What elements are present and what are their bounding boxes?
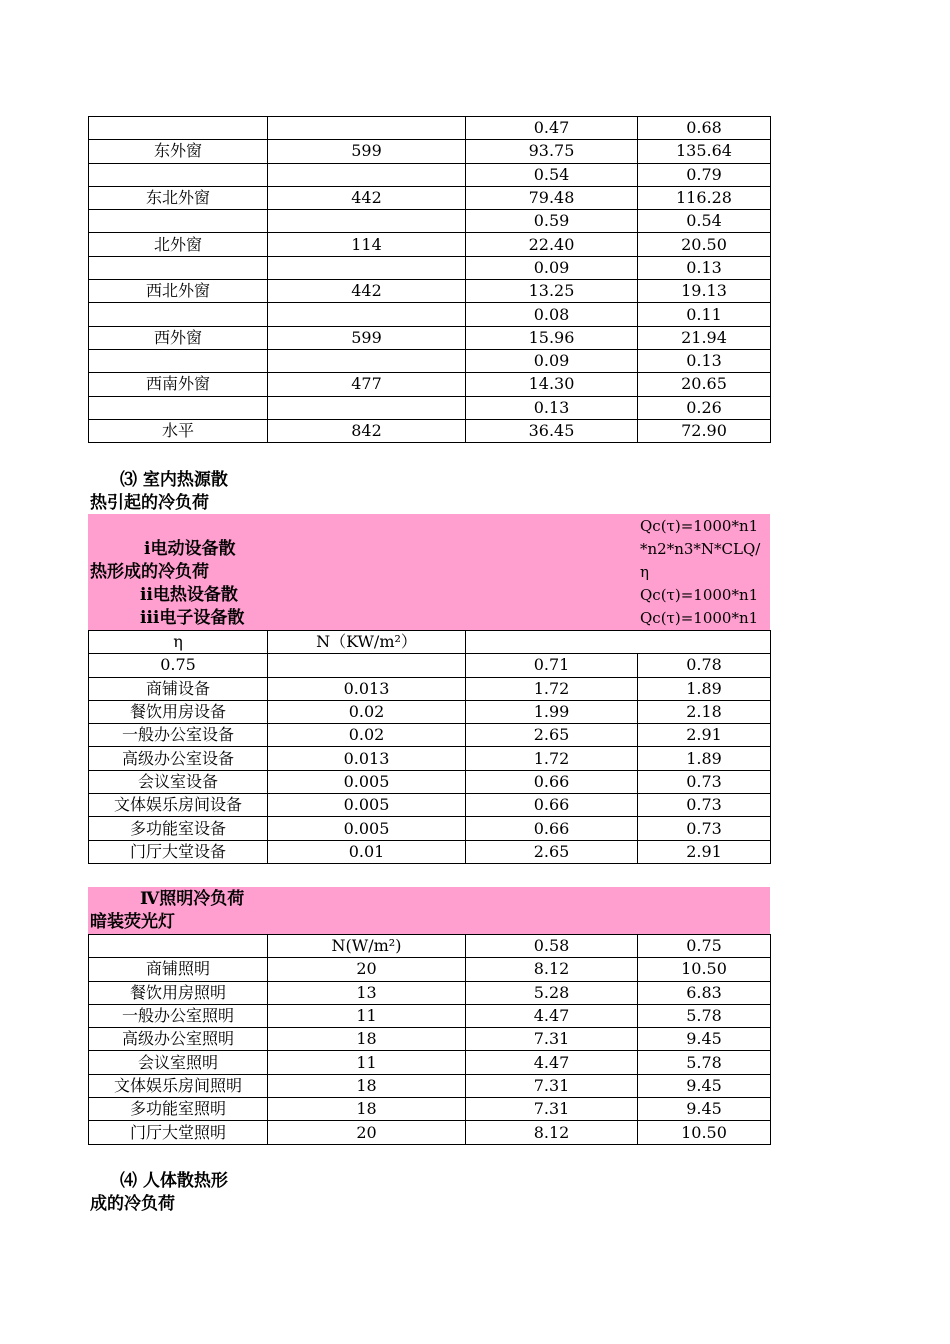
table-cell: 餐饮用房设备: [89, 700, 268, 723]
formula-i-line3: η: [640, 563, 649, 581]
table-cell: 0.005: [268, 770, 466, 793]
table-cell: 0.66: [466, 794, 638, 817]
table-cell: 一般办公室设备: [89, 724, 268, 747]
table-row: [89, 747, 771, 770]
table-cell: 商铺照明: [89, 958, 268, 981]
table-cell: 0.73: [638, 817, 771, 840]
table-cell: 0.13: [638, 256, 771, 279]
table-row: [89, 233, 771, 256]
table-cell: 0.005: [268, 794, 466, 817]
table-cell: 0.01: [268, 840, 466, 863]
table-cell: 高级办公室设备: [89, 747, 268, 770]
table-cell: 2.65: [466, 840, 638, 863]
table-cell: 0.26: [638, 396, 771, 419]
table-row: [89, 280, 771, 303]
section4-heading: [90, 1170, 228, 1216]
table-cell: 114: [268, 233, 466, 256]
table-cell: [268, 396, 466, 419]
table-row: [89, 256, 771, 279]
table-cell: 18: [268, 1028, 466, 1051]
table-cell: 8.12: [466, 958, 638, 981]
table-cell: [89, 303, 268, 326]
table-cell: 东北外窗: [89, 186, 268, 209]
table-cell: 15.96: [466, 326, 638, 349]
equipment-header-band: [88, 514, 770, 630]
table-cell: [89, 349, 268, 372]
table-cell: 门厅大堂照明: [89, 1121, 268, 1144]
table-cell: 13.25: [466, 280, 638, 303]
table-cell: η: [89, 631, 268, 654]
table-cell: 5.28: [466, 981, 638, 1004]
equip-ii-label: ⅱ电热设备散: [140, 585, 238, 605]
table-row: [89, 981, 771, 1004]
table-cell: N（KW/m²）: [268, 631, 466, 654]
table-cell: 477: [268, 373, 466, 396]
table-cell: 9.45: [638, 1074, 771, 1097]
table-cell: 0.58: [466, 935, 638, 958]
table-cell: 93.75: [466, 140, 638, 163]
section4-line2: 成的冷负荷: [90, 1194, 175, 1214]
table-row: [89, 373, 771, 396]
table-cell: 2.91: [638, 724, 771, 747]
table-cell: 2.91: [638, 840, 771, 863]
table-row: [89, 700, 771, 723]
table-row: [89, 817, 771, 840]
table-cell: 0.08: [466, 303, 638, 326]
table-row: [89, 210, 771, 233]
table-cell: [268, 210, 466, 233]
table-cell: 9.45: [638, 1098, 771, 1121]
table-cell: 7.31: [466, 1098, 638, 1121]
table-cell: 0.13: [466, 396, 638, 419]
table-cell: 36.45: [466, 419, 638, 442]
table-cell: 0.54: [466, 163, 638, 186]
table-cell: 西外窗: [89, 326, 268, 349]
table-cell: 0.59: [466, 210, 638, 233]
table-row: [89, 186, 771, 209]
table-row: [89, 1098, 771, 1121]
table-cell: [268, 349, 466, 372]
table-cell: 10.50: [638, 958, 771, 981]
table-row: [89, 140, 771, 163]
section3-line2: 热引起的冷负荷: [90, 493, 209, 513]
table-cell: 0.47: [466, 117, 638, 140]
table-row: [89, 1004, 771, 1027]
table-cell: 0.78: [638, 654, 771, 677]
table-cell: 0.66: [466, 770, 638, 793]
table-cell: 2.65: [466, 724, 638, 747]
table-row: [89, 770, 771, 793]
table-cell: 442: [268, 186, 466, 209]
table-cell: 14.30: [466, 373, 638, 396]
table-cell: [268, 163, 466, 186]
table-cell: 0.02: [268, 724, 466, 747]
table-cell: 842: [268, 419, 466, 442]
formula-iii: Qc(τ)=1000*n1: [640, 609, 759, 627]
table-cell: 1.72: [466, 677, 638, 700]
table-cell: [466, 631, 771, 654]
table-cell: 116.28: [638, 186, 771, 209]
table-cell: 门厅大堂设备: [89, 840, 268, 863]
table-cell: 11: [268, 1004, 466, 1027]
section4-line1: ⑷ 人体散热形: [120, 1171, 228, 1191]
table-row: [89, 724, 771, 747]
section3-heading: [90, 469, 228, 515]
table-cell: 多功能室照明: [89, 1098, 268, 1121]
table-cell: 一般办公室照明: [89, 1004, 268, 1027]
table-cell: 5.78: [638, 1051, 771, 1074]
table-cell: 0.09: [466, 256, 638, 279]
table-cell: 599: [268, 140, 466, 163]
table-cell: 0.66: [466, 817, 638, 840]
table-cell: 1.89: [638, 747, 771, 770]
table-cell: 0.75: [89, 654, 268, 677]
table-row: [89, 117, 771, 140]
table-row: [89, 326, 771, 349]
table-cell: [89, 210, 268, 233]
table-cell: 0.02: [268, 700, 466, 723]
table-cell: 1.89: [638, 677, 771, 700]
table-cell: 20: [268, 958, 466, 981]
table-cell: [89, 163, 268, 186]
equipment-load-table: [88, 630, 771, 864]
table-cell: [268, 654, 466, 677]
table-row: [89, 1074, 771, 1097]
table-row: [89, 1051, 771, 1074]
table-cell: 8.12: [466, 1121, 638, 1144]
table-cell: 20.65: [638, 373, 771, 396]
formula-i-line2: *n2*n3*N*CLQ/: [640, 540, 761, 558]
table-row: [89, 677, 771, 700]
equip-i-line2: 热形成的冷负荷: [90, 562, 209, 582]
table-row: [89, 958, 771, 981]
table-cell: 0.68: [638, 117, 771, 140]
table-row: [89, 654, 771, 677]
table-cell: 22.40: [466, 233, 638, 256]
table-row: [89, 840, 771, 863]
table-header-row: [89, 631, 771, 654]
table-cell: 0.013: [268, 747, 466, 770]
table-cell: [268, 256, 466, 279]
table-row: [89, 1028, 771, 1051]
table-header-row: [89, 935, 771, 958]
table-cell: 18: [268, 1098, 466, 1121]
table-cell: 0.013: [268, 677, 466, 700]
table-cell: 20: [268, 1121, 466, 1144]
table-cell: [268, 117, 466, 140]
table-cell: 1.72: [466, 747, 638, 770]
table-cell: 0.75: [638, 935, 771, 958]
table-row: [89, 794, 771, 817]
light-line2: 暗装荧光灯: [90, 912, 175, 932]
table-cell: 9.45: [638, 1028, 771, 1051]
light-line1: Ⅳ照明冷负荷: [140, 889, 245, 909]
table-cell: 水平: [89, 419, 268, 442]
lighting-header-band: [88, 887, 770, 934]
table-cell: 4.47: [466, 1004, 638, 1027]
table-cell: 6.83: [638, 981, 771, 1004]
table-row: [89, 1121, 771, 1144]
table-cell: 会议室设备: [89, 770, 268, 793]
table-row: [89, 303, 771, 326]
table-cell: 文体娱乐房间设备: [89, 794, 268, 817]
table-cell: 商铺设备: [89, 677, 268, 700]
table-cell: 79.48: [466, 186, 638, 209]
table-cell: 2.18: [638, 700, 771, 723]
section3-line1: ⑶ 室内热源散: [120, 470, 228, 490]
table-cell: 多功能室设备: [89, 817, 268, 840]
table-row: [89, 349, 771, 372]
equip-iii-label: ⅲ电子设备散: [140, 608, 245, 628]
table-cell: 1.99: [466, 700, 638, 723]
table-row: [89, 419, 771, 442]
table-cell: 文体娱乐房间照明: [89, 1074, 268, 1097]
table-cell: 0.005: [268, 817, 466, 840]
table-cell: 东外窗: [89, 140, 268, 163]
table-cell: 7.31: [466, 1074, 638, 1097]
table-cell: 18: [268, 1074, 466, 1097]
formula-i-line1: Qc(τ)=1000*n1: [640, 517, 759, 535]
table-cell: 0.71: [466, 654, 638, 677]
table-cell: 5.78: [638, 1004, 771, 1027]
table-cell: 72.90: [638, 419, 771, 442]
table-cell: 北外窗: [89, 233, 268, 256]
lighting-load-table: [88, 934, 771, 1145]
table-cell: 4.47: [466, 1051, 638, 1074]
table-row: [89, 396, 771, 419]
table-cell: [268, 303, 466, 326]
table-cell: 西南外窗: [89, 373, 268, 396]
table-cell: 0.54: [638, 210, 771, 233]
table-cell: 135.64: [638, 140, 771, 163]
table-row: [89, 163, 771, 186]
table-cell: 19.13: [638, 280, 771, 303]
table-cell: 0.13: [638, 349, 771, 372]
table-cell: 599: [268, 326, 466, 349]
table-cell: 0.11: [638, 303, 771, 326]
table-cell: 10.50: [638, 1121, 771, 1144]
table-cell: [89, 117, 268, 140]
table-cell: 20.50: [638, 233, 771, 256]
table-cell: 13: [268, 981, 466, 1004]
table-cell: 0.73: [638, 794, 771, 817]
formula-ii: Qc(τ)=1000*n1: [640, 586, 759, 604]
table-cell: 11: [268, 1051, 466, 1074]
table-cell: [89, 396, 268, 419]
table-cell: 0.09: [466, 349, 638, 372]
table-cell: 0.73: [638, 770, 771, 793]
table-cell: 西北外窗: [89, 280, 268, 303]
table-cell: 7.31: [466, 1028, 638, 1051]
window-load-table: [88, 116, 771, 443]
table-cell: 0.79: [638, 163, 771, 186]
table-cell: 高级办公室照明: [89, 1028, 268, 1051]
table-cell: [89, 256, 268, 279]
table-cell: 餐饮用房照明: [89, 981, 268, 1004]
table-cell: [89, 935, 268, 958]
table-cell: 442: [268, 280, 466, 303]
equip-i-line1: ⅰ电动设备散: [144, 539, 236, 559]
table-cell: N(W/m²): [268, 935, 466, 958]
table-cell: 21.94: [638, 326, 771, 349]
table-cell: 会议室照明: [89, 1051, 268, 1074]
